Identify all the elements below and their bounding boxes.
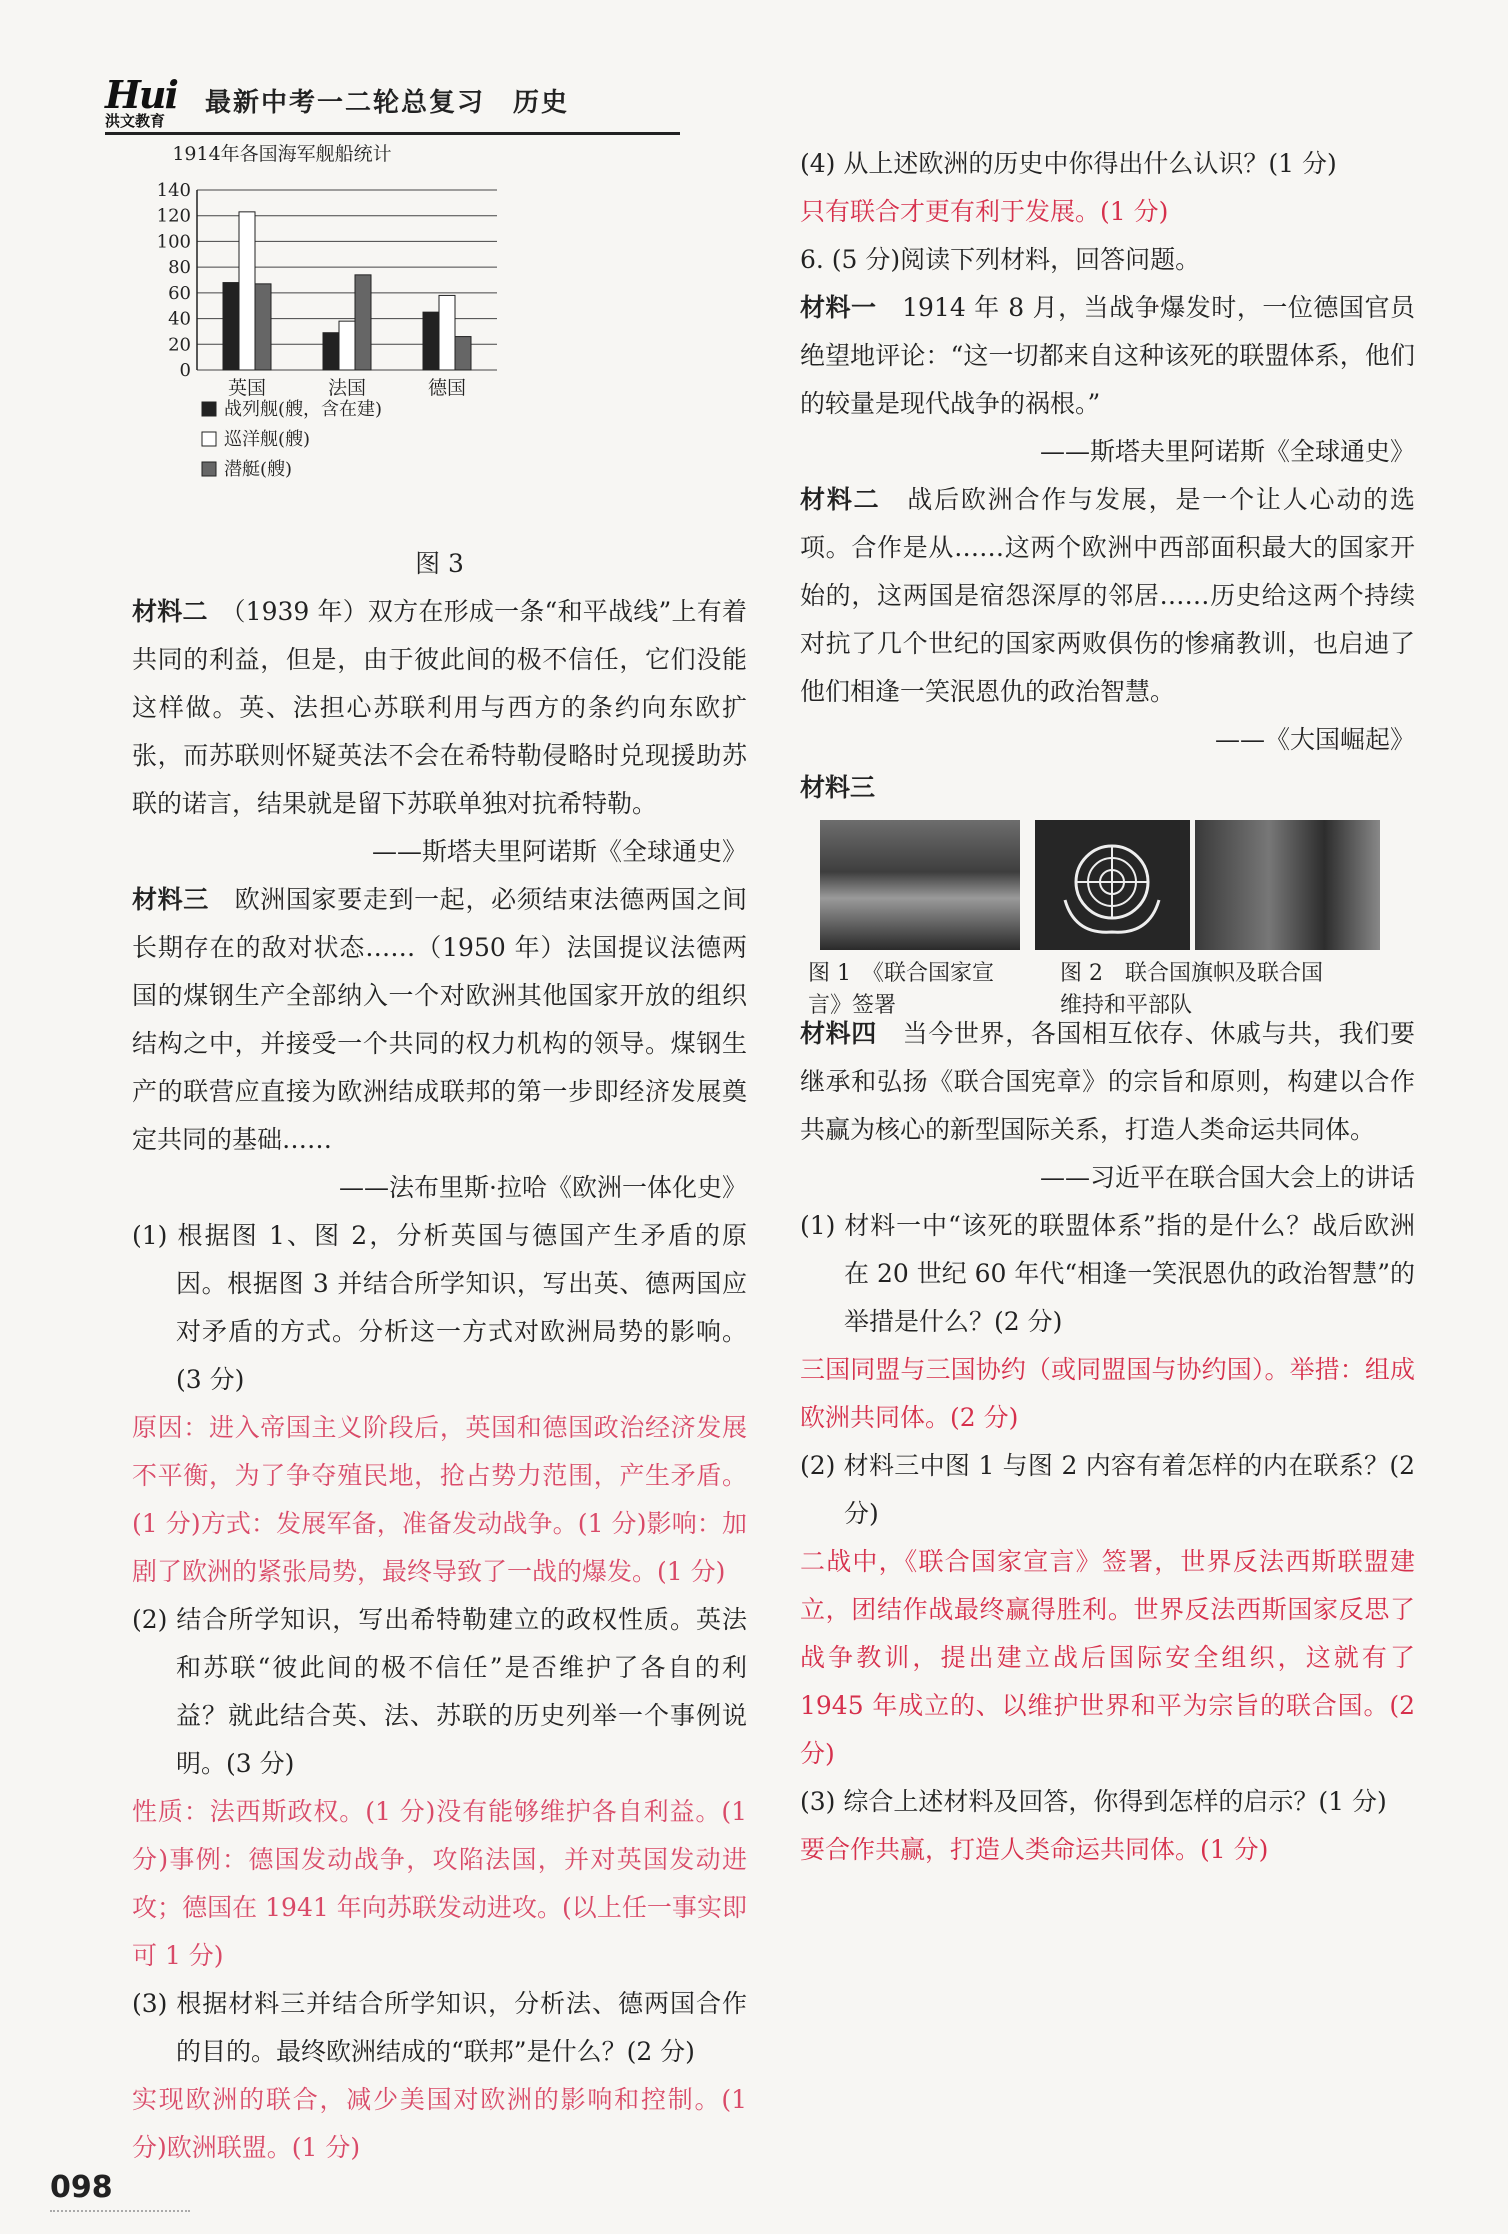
y-tick-label: 60 <box>168 282 191 304</box>
r-material-2-title: 材料二 <box>800 485 881 514</box>
r-material-3-title: 材料三 <box>800 773 876 802</box>
y-tick-label: 20 <box>168 334 191 356</box>
r-material-4-text: 当今世界，各国相互依存、休戚与共，我们要继承和弘扬《联合国宪章》的宗旨和原则，构建以合作共赢为核心的新型国际关系，打造人类命运共同体。 <box>800 1019 1415 1144</box>
r-material-1-source: ——斯塔夫里阿诺斯《全球通史》 <box>1039 437 1415 466</box>
legend-swatch <box>202 402 216 416</box>
page-number-underline <box>50 2210 190 2212</box>
question-1: (1) 根据图 1、图 2，分析英国与德国产生矛盾的原因。根据图 3 并结合所学知识，写出英、德两国应对矛盾的方式。分析这一方式对欧洲局势的影响。(3 分) <box>132 1221 747 1394</box>
right-column <box>800 140 1415 1874</box>
legend-label: 战列舰(艘，含在建) <box>224 399 383 420</box>
bar <box>439 295 455 370</box>
answer-2: 性质：法西斯政权。(1 分)没有能够维护各自利益。(1 分)事例：德国发动战争，攻陷法国，并对英国发动进攻；德国在 1941 年向苏联发动进攻。(以上任一事实即可 1 分) <box>132 1797 747 1970</box>
r-material-1 <box>800 284 1415 428</box>
bar <box>423 312 439 370</box>
question-6-heading: 6. (5 分)阅读下列材料，回答问题。 <box>800 245 1201 274</box>
navy-ships-chart <box>132 140 747 540</box>
question-2: (2) 结合所学知识，写出希特勒建立的政权性质。英法和苏联“彼此间的极不信任”是否维护了各自的利益？就此结合英、法、苏联的历史列举一个事例说明。(3 分) <box>132 1605 747 1778</box>
material-3 <box>132 876 747 1164</box>
r-material-1-title: 材料一 <box>800 293 877 322</box>
peacekeepers-photo <box>1195 820 1380 950</box>
question-4: (4) 从上述欧洲的历史中你得出什么认识？(1 分) <box>800 149 1337 178</box>
figure-2-caption: 图 2 联合国旗帜及联合国维持和平部队 <box>1060 961 1323 1018</box>
book-title: 最新中考一二轮总复习 历史 <box>205 88 570 118</box>
answer-4: 只有联合才更有利于发展。(1 分) <box>800 197 1169 226</box>
material-3-photos <box>800 820 1415 1018</box>
bar-chart-svg <box>132 140 747 540</box>
material-3-source: ——法布里斯·拉哈《欧洲一体化史》 <box>339 1173 747 1202</box>
figure-3-caption: 图 3 <box>415 549 464 578</box>
un-flag-photo <box>1035 820 1190 950</box>
r-material-4-source: ——习近平在联合国大会上的讲话 <box>1039 1163 1415 1192</box>
r-material-1-text: 1914 年 8 月，当战争爆发时，一位德国官员绝望地评论：“这一切都来自这种该死的联盟体系，他们的较量是现代战争的祸根。” <box>800 293 1415 418</box>
bar <box>355 275 371 370</box>
page-header <box>105 72 680 135</box>
un-emblem-icon <box>1035 820 1190 950</box>
material-3-text: 欧洲国家要走到一起，必须结束法德两国之间长期存在的敌对状态……（1950 年）法国提议法德两国的煤钢生产全部纳入一个对欧洲其他国家开放的组织结构之中，并接受一个共同的权力机构的领导。煤钢生产的联营应直接为欧洲结成联邦的第一步即经济发展奠定共同的基础…… <box>132 885 747 1154</box>
r-material-2-text: 战后欧洲合作与发展，是一个让人心动的选项。合作是从……这两个欧洲中西部面积最大的国家开始的，这两国是宿怨深厚的邻居……历史给这两个持续对抗了几个世纪的国家两败俱伤的惨痛教训，也启迪了他们相逢一笑泯恩仇的政治智慧。 <box>800 485 1415 706</box>
bar <box>339 321 355 370</box>
r-material-2-source: ——《大国崛起》 <box>1214 725 1415 754</box>
x-category-label: 法国 <box>327 377 367 399</box>
material-2-source: ——斯塔夫里阿诺斯《全球通史》 <box>371 837 747 866</box>
material-3-title: 材料三 <box>132 885 209 914</box>
x-category-label: 英国 <box>227 377 267 399</box>
figure-1-caption: 图 1 《联合国家宣言》签署 <box>808 961 994 1018</box>
page-number: 098 <box>50 2170 113 2205</box>
brand-name: 洪文教育 <box>105 112 166 130</box>
y-tick-label: 40 <box>168 308 191 330</box>
question-3: (3) 根据材料三并结合所学知识，分析法、德两国合作的目的。最终欧洲结成的“联邦”是什么？(2 分) <box>132 1989 747 2066</box>
bar <box>323 333 339 370</box>
declaration-signing-photo <box>820 820 1020 950</box>
material-2-title: 材料二 <box>132 597 208 626</box>
y-tick-label: 0 <box>179 360 191 381</box>
answer-1: 原因：进入帝国主义阶段后，英国和德国政治经济发展不平衡，为了争夺殖民地，抢占势力范围，产生矛盾。(1 分)方式：发展军备，准备发动战争。(1 分)影响：加剧了欧洲的紧张局势，最终导致了一战的爆发。(1 分) <box>132 1413 747 1586</box>
r-material-2 <box>800 476 1415 716</box>
y-tick-label: 120 <box>156 205 191 227</box>
y-tick-label: 140 <box>156 180 191 201</box>
legend-swatch <box>202 432 216 446</box>
bar <box>239 212 255 370</box>
chart-title: 1914年各国海军舰船统计 <box>172 143 392 165</box>
bar <box>255 284 271 370</box>
sub-answer-1: 三国同盟与三国协约（或同盟国与协约国）。举措：组成欧洲共同体。(2 分) <box>800 1355 1415 1432</box>
material-2 <box>132 588 747 828</box>
bar <box>455 337 471 370</box>
legend-swatch <box>202 462 216 476</box>
left-column <box>132 140 747 2172</box>
r-material-4 <box>800 1010 1415 1154</box>
sub-question-3: (3) 综合上述材料及回答，你得到怎样的启示？(1 分) <box>800 1787 1387 1816</box>
sub-question-2: (2) 材料三中图 1 与图 2 内容有着怎样的内在联系？(2 分) <box>800 1451 1415 1528</box>
material-2-text: （1939 年）双方在形成一条“和平战线”上有着共同的利益，但是，由于彼此间的极不信任，它们没能这样做。英、法担心苏联利用与西方的条约向东欧扩张，而苏联则怀疑英法不会在希特勒侵略时兑现援助苏联的诺言，结果就是留下苏联单独对抗希特勒。 <box>132 597 747 818</box>
legend-label: 巡洋舰(艘) <box>224 429 311 450</box>
legend-label: 潜艇(艘) <box>224 459 293 480</box>
r-material-4-title: 材料四 <box>800 1019 877 1048</box>
sub-answer-3: 要合作共赢，打造人类命运共同体。(1 分) <box>800 1835 1269 1864</box>
sub-answer-2: 二战中，《联合国家宣言》签署，世界反法西斯联盟建立，团结作战最终赢得胜利。世界反法西斯国家反思了战争教训，提出建立战后国际安全组织，这就有了 1945 年成立的、以维护世界和平为宗旨的联合国。(2 分) <box>800 1547 1415 1768</box>
brand-logo: Hui <box>105 72 177 117</box>
bar <box>223 283 239 370</box>
sub-question-1: (1) 材料一中“该死的联盟体系”指的是什么？战后欧洲在 20 世纪 60 年代“相逢一笑泯恩仇的政治智慧”的举措是什么？(2 分) <box>800 1211 1415 1336</box>
answer-3: 实现欧洲的联合，减少美国对欧洲的影响和控制。(1 分)欧洲联盟。(1 分) <box>132 2085 747 2162</box>
y-tick-label: 100 <box>156 231 191 253</box>
y-tick-label: 80 <box>168 257 191 279</box>
x-category-label: 德国 <box>427 377 467 399</box>
